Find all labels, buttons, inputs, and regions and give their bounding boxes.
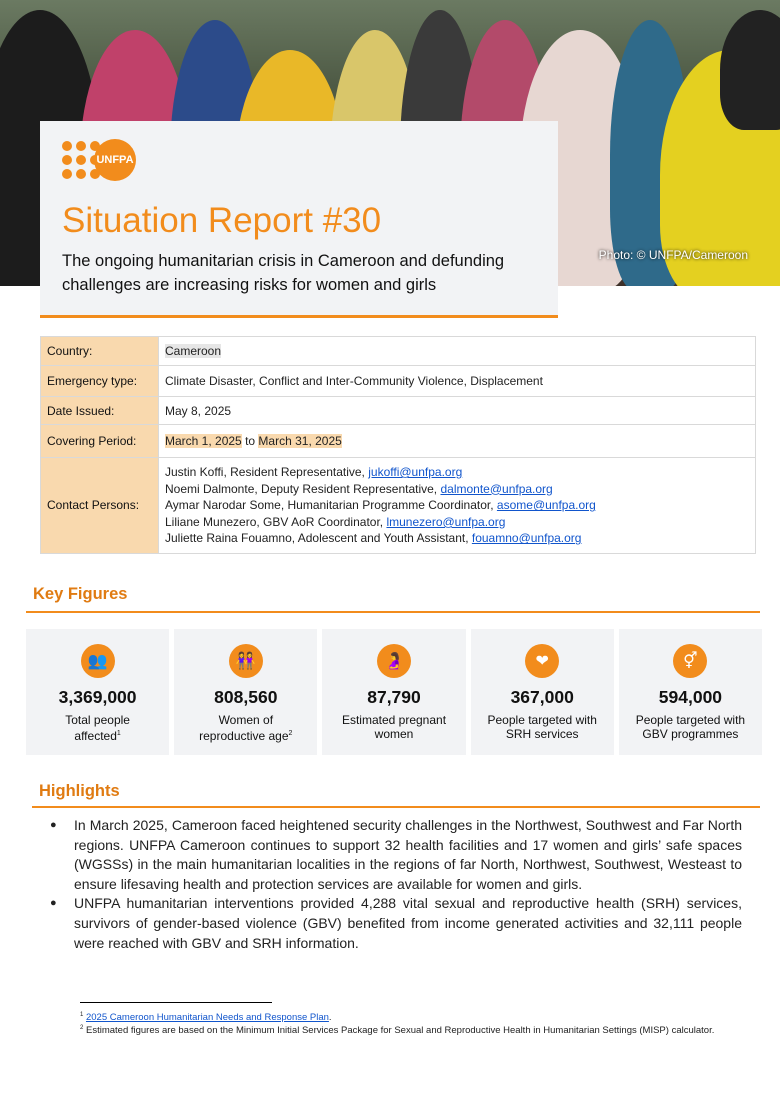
key-figure-label: Total people affected$^1$	[65, 713, 130, 743]
country-text: Cameroon	[165, 344, 222, 358]
logo-mark: UNFPA	[94, 139, 136, 181]
contact-email-link[interactable]: jukoffi@unfpa.org	[368, 465, 463, 479]
contact-line	[165, 497, 749, 514]
key-figure-card	[26, 629, 169, 755]
key-figure-card	[471, 629, 614, 755]
heart-plus-icon: ❤	[525, 644, 559, 678]
emergency-label: Emergency type:	[41, 366, 159, 397]
women-pair-icon: 👭	[229, 644, 263, 678]
contact-name: Juliette Raina Fouamno, Adolescent and Youth Assistant,	[165, 531, 472, 546]
footnote-link[interactable]: 2025 Cameroon Humanitarian Needs and Response Plan	[85, 1012, 329, 1024]
contact-name: Liliane Munezero, GBV AoR Coordinator,	[165, 514, 387, 529]
key-figure-value: 367,000	[510, 687, 574, 707]
key-figure-label: Women of reproductive age$^2$	[199, 713, 293, 743]
key-figure-card	[619, 629, 762, 755]
contact-line	[165, 481, 749, 498]
period-label: Covering Period:	[41, 425, 159, 458]
contact-email-link[interactable]: dalmonte@unfpa.org	[440, 481, 553, 496]
title-box	[40, 121, 558, 318]
contact-line	[165, 514, 749, 531]
key-figures-heading: Key Figures	[33, 585, 128, 603]
contacts-value	[159, 458, 756, 554]
highlights-heading: Highlights	[39, 782, 120, 800]
contact-line	[165, 464, 749, 481]
key-figure-label: People targeted with GBV programmes	[635, 713, 746, 741]
date-label: Date Issued:	[41, 397, 159, 425]
country-value	[159, 337, 756, 366]
period-start: March 1, 2025	[165, 434, 242, 448]
contact-line	[165, 530, 749, 547]
photo-credit: Photo: © UNFPA/Cameroon	[598, 248, 748, 262]
highlights-divider	[32, 806, 760, 808]
list-item: ● UNFPA humanitarian interventions provided 4,288 vital sexual and reproductive health (SRH) services, survivors of gender-based violence (GBV) benefited from income generated activities and 32,111 people were reached with GBV and SRH information.	[46, 894, 742, 953]
key-figure-card	[322, 629, 465, 755]
contact-email-link[interactable]: asome@unfpa.org	[496, 498, 596, 513]
key-figure-value: 3,369,000	[58, 687, 137, 707]
key-figures-divider	[26, 611, 760, 613]
key-figure-card	[174, 629, 317, 755]
key-figure-label: People targeted with SRH services	[487, 713, 597, 741]
gender-symbol-icon: ⚥	[673, 644, 707, 678]
footnote-1: $^1$ 2025 Cameroon Humanitarian Needs and Response Plan.	[80, 1012, 332, 1024]
key-figures-row	[26, 629, 762, 755]
key-figure-value: 808,560	[214, 687, 278, 707]
contact-name: Justin Koffi, Resident Representative,	[165, 465, 369, 479]
period-end: March 31, 2025	[258, 434, 342, 448]
footnote-divider	[80, 1002, 272, 1003]
footnote-2: $^2$ Estimated figures are based on the Minimum Initial Services Package for Sexual and Reproductive Health in Humanitarian Settings (MISP) calculator.	[80, 1025, 715, 1037]
contact-name: Aymar Narodar Some, Humanitarian Programme Coordinator,	[165, 498, 497, 513]
period-to: to	[245, 434, 256, 448]
period-value	[159, 425, 756, 458]
pregnant-woman-icon: 🤰	[377, 644, 411, 678]
key-figure-value: 594,000	[658, 687, 723, 707]
contact-email-link[interactable]: fouamno@unfpa.org	[471, 531, 582, 546]
key-figure-value: 87,790	[367, 687, 421, 707]
date-value: May 8, 2025	[159, 397, 756, 425]
report-info-table	[40, 336, 756, 554]
page-title: Situation Report #30	[62, 201, 382, 240]
contacts-label: Contact Persons:	[41, 458, 159, 554]
highlights-list	[46, 816, 742, 953]
unfpa-logo	[62, 139, 536, 181]
contact-email-link[interactable]: lmunezero@unfpa.org	[386, 514, 506, 529]
people-group-icon: 👥	[81, 644, 115, 678]
list-item: ● In March 2025, Cameroon faced heightened security challenges in the Northwest, Southwest and Far North regions. UNFPA Cameroon continues to support 32 health facilities and 17 women and girls’ safe spaces (WGSSs) in the main humanitarian localities in the regions of far North, Northwest, Southwest, Westeast to ensure lifesaving health and protection services are available for women and girls.	[46, 816, 742, 894]
contact-name: Noemi Dalmonte, Deputy Resident Representative,	[165, 481, 441, 496]
key-figure-label: Estimated pregnant women	[341, 713, 447, 741]
country-label: Country:	[41, 337, 159, 366]
page-subtitle: The ongoing humanitarian crisis in Cameroon and defunding challenges are increasing risks for women and girls	[62, 252, 505, 294]
emergency-value: Climate Disaster, Conflict and Inter-Community Violence, Displacement	[159, 366, 756, 397]
